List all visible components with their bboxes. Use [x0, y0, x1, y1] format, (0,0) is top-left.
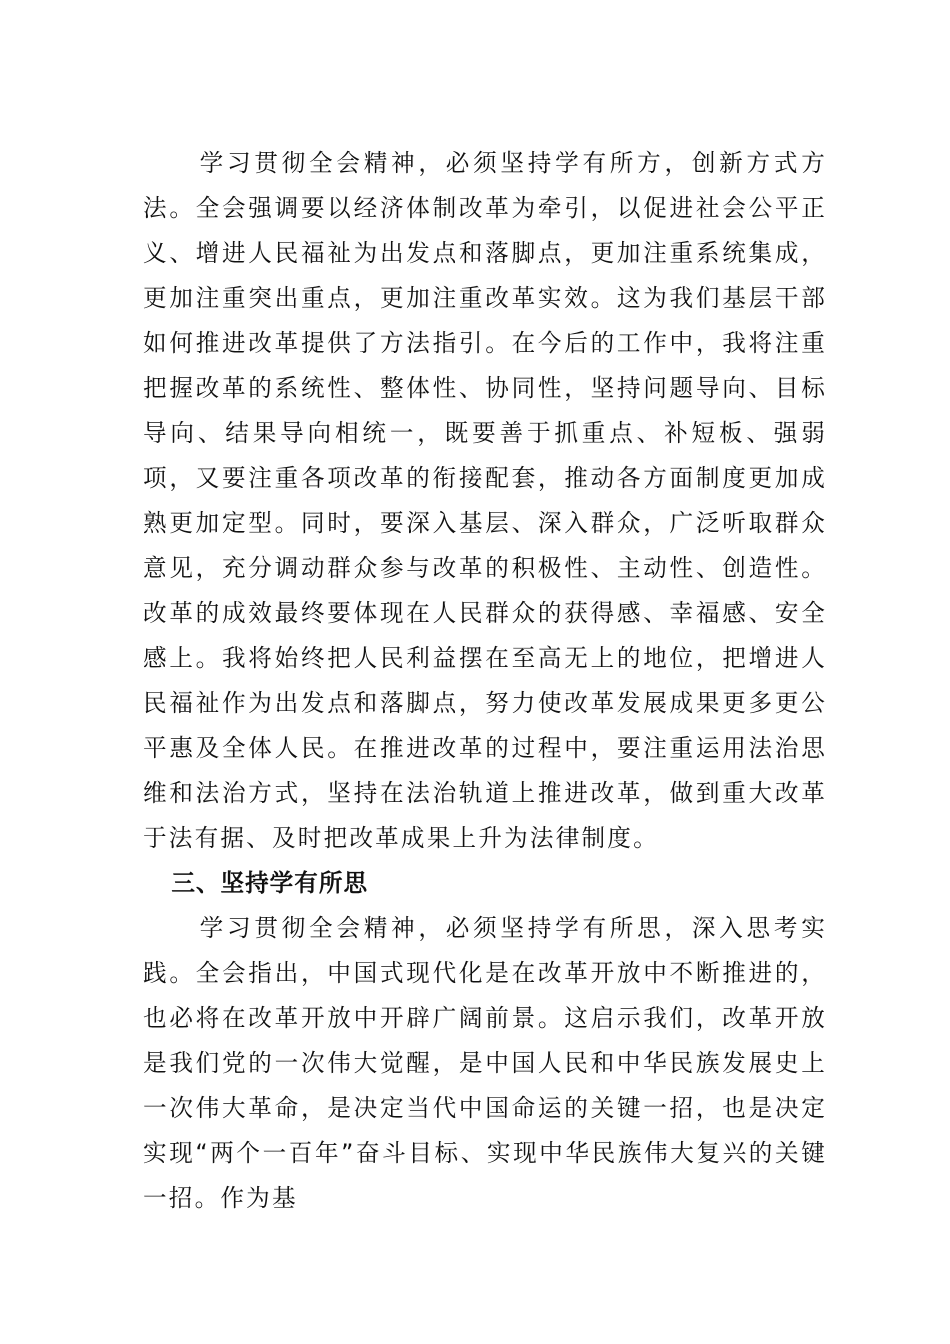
paragraph-method: 学习贯彻全会精神，必须坚持学有所方，创新方式方法。全会强调要以经济体制改革为牵引，以促进社会公平正义、增进人民福祉为出发点和落脚点，更加注重系统集成，更加注重突出重点，更加注重改革实效。这为我们基层干部如何推进改革提供了方法指引。在今后的工作中，我将注重把握改革的系统性、整体性、协同性，坚持问题导向、目标导向、结果导向相统一，既要善于抓重点、补短板、强弱项，又要注重各项改革的衔接配套，推动各方面制度更加成熟更加定型。同时，要深入基层、深入群众，广泛听取群众意见，充分调动群众参与改革的积极性、主动性、创造性。改革的成效最终要体现在人民群众的获得感、幸福感、安全感上。我将始终把人民利益摆在至高无上的地位，把增进人民福祉作为出发点和落脚点，努力使改革发展成果更多更公平惠及全体人民。在推进改革的过程中，要注重运用法治思维和法治方式，坚持在法治轨道上推进改革，做到重大改革于法有据、及时把改革成果上升为法律制度。 [143, 149, 827, 852]
section-heading-three: 三、坚持学有所思 [171, 869, 369, 897]
document-body [143, 141, 827, 1221]
paragraph-thinking: 学习贯彻全会精神，必须坚持学有所思，深入思考实践。全会指出，中国式现代化是在改革开放中不断推进的，也必将在改革开放中开辟广阔前景。这启示我们，改革开放是我们党的一次伟大觉醒，是中国人民和中华民族发展史上一次伟大革命，是决定当代中国命运的关键一招，也是决定实现“两个一百年”奋斗目标、实现中华民族伟大复兴的关键一招。作为基 [143, 914, 827, 1212]
